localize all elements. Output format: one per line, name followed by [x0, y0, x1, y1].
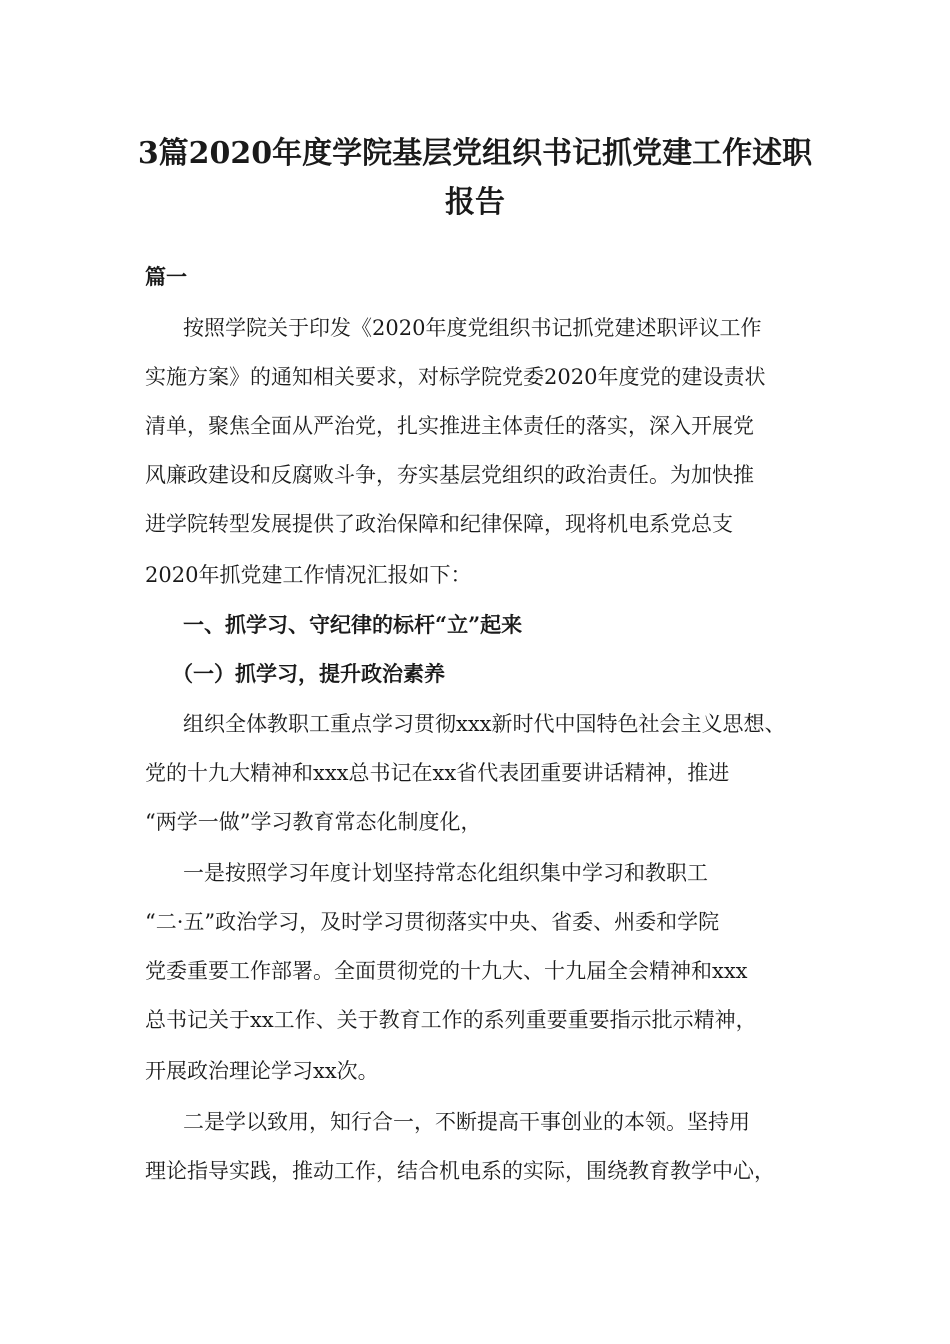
paragraph-line: 理论指导实践，推动工作，结合机电系的实际，围绕教育教学中心，: [145, 1159, 775, 1183]
section-label: 篇一: [145, 264, 187, 289]
paragraph-line: 总书记关于xx工作、关于教育工作的系列重要重要指示批示精神，: [145, 1008, 757, 1032]
section-heading: 一、抓学习、守纪律的标杆“立”起来: [183, 612, 523, 637]
document-title-line-1: 3篇2020年度学院基层党组织书记抓党建工作述职: [137, 136, 813, 171]
paragraph-line: “两学一做”学习教育常态化制度化，: [145, 810, 482, 834]
paragraph-line: 进学院转型发展提供了政治保障和纪律保障，现将机电系党总支: [145, 512, 733, 536]
paragraph-line: 组织全体教职工重点学习贯彻xxx新时代中国特色社会主义思想、: [183, 712, 786, 736]
paragraph-line: 党委重要工作部署。全面贯彻党的十九大、十九届全会精神和xxx: [145, 959, 748, 983]
paragraph-line: “二·五”政治学习，及时学习贯彻落实中央、省委、州委和学院: [145, 910, 720, 934]
paragraph-line: 2020年抓党建工作情况汇报如下：: [145, 563, 472, 587]
paragraph-line: 开展政治理论学习xx次。: [145, 1059, 379, 1083]
paragraph-line: 清单，聚焦全面从严治党，扎实推进主体责任的落实，深入开展党: [145, 414, 754, 438]
subsection-heading: （一）抓学习，提升政治素养: [172, 661, 445, 686]
paragraph-line: 一是按照学习年度计划坚持常态化组织集中学习和教职工: [183, 861, 708, 885]
document-title-line-2: 报告: [445, 185, 505, 220]
paragraph-line: 党的十九大精神和xxx总书记在xx省代表团重要讲话精神，推进: [145, 761, 730, 785]
paragraph-line: 按照学院关于印发《2020年度党组织书记抓党建述职评议工作: [183, 316, 762, 340]
paragraph-line: 二是学以致用，知行合一，不断提高干事创业的本领。坚持用: [183, 1110, 750, 1134]
paragraph-line: 实施方案》的通知相关要求，对标学院党委2020年度党的建设责状: [145, 365, 766, 389]
paragraph-line: 风廉政建设和反腐败斗争，夯实基层党组织的政治责任。为加快推: [145, 463, 754, 487]
